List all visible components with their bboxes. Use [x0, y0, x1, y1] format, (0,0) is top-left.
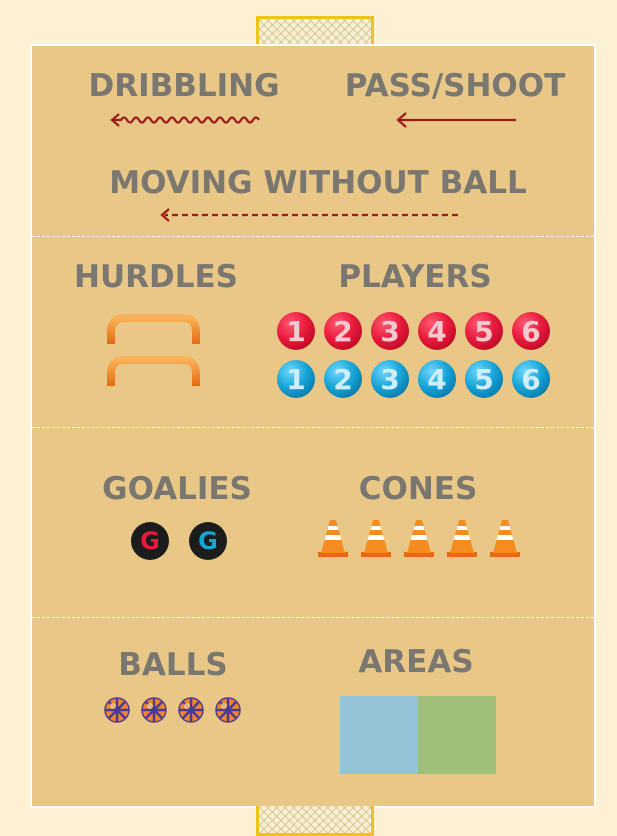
goalie-token: G — [131, 522, 169, 560]
player-token-blue_team: 6 — [512, 360, 550, 398]
goalie-token: G — [189, 522, 227, 560]
player-token-red_team: 2 — [324, 312, 362, 350]
label-balls: BALLS — [118, 647, 228, 683]
player-token-red_team: 4 — [418, 312, 456, 350]
player-token-blue_team: 3 — [371, 360, 409, 398]
label-cones: CONES — [358, 471, 478, 507]
player-token-red_team: 5 — [465, 312, 503, 350]
ball-icon — [142, 698, 166, 722]
label-pass-shoot: PASS/SHOOT — [344, 68, 566, 104]
label-hurdles: HURDLES — [74, 259, 238, 295]
area-blue — [340, 696, 418, 774]
label-dribbling: DRIBBLING — [88, 68, 280, 104]
player-token-blue_team: 2 — [324, 360, 362, 398]
player-token-red_team: 3 — [371, 312, 409, 350]
player-token-blue_team: 5 — [465, 360, 503, 398]
player-token-blue_team: 1 — [277, 360, 315, 398]
ball-icon — [105, 698, 129, 722]
player-token-red_team: 6 — [512, 312, 550, 350]
label-areas: AREAS — [358, 644, 474, 680]
ball-icon — [179, 698, 203, 722]
label-moving-without-ball: MOVING WITHOUT BALL — [109, 165, 527, 201]
player-token-blue_team: 4 — [418, 360, 456, 398]
player-token-red_team: 1 — [277, 312, 315, 350]
area-green — [418, 696, 496, 774]
ball-icon — [216, 698, 240, 722]
label-players: PLAYERS — [338, 259, 492, 295]
label-goalies: GOALIES — [102, 471, 252, 507]
